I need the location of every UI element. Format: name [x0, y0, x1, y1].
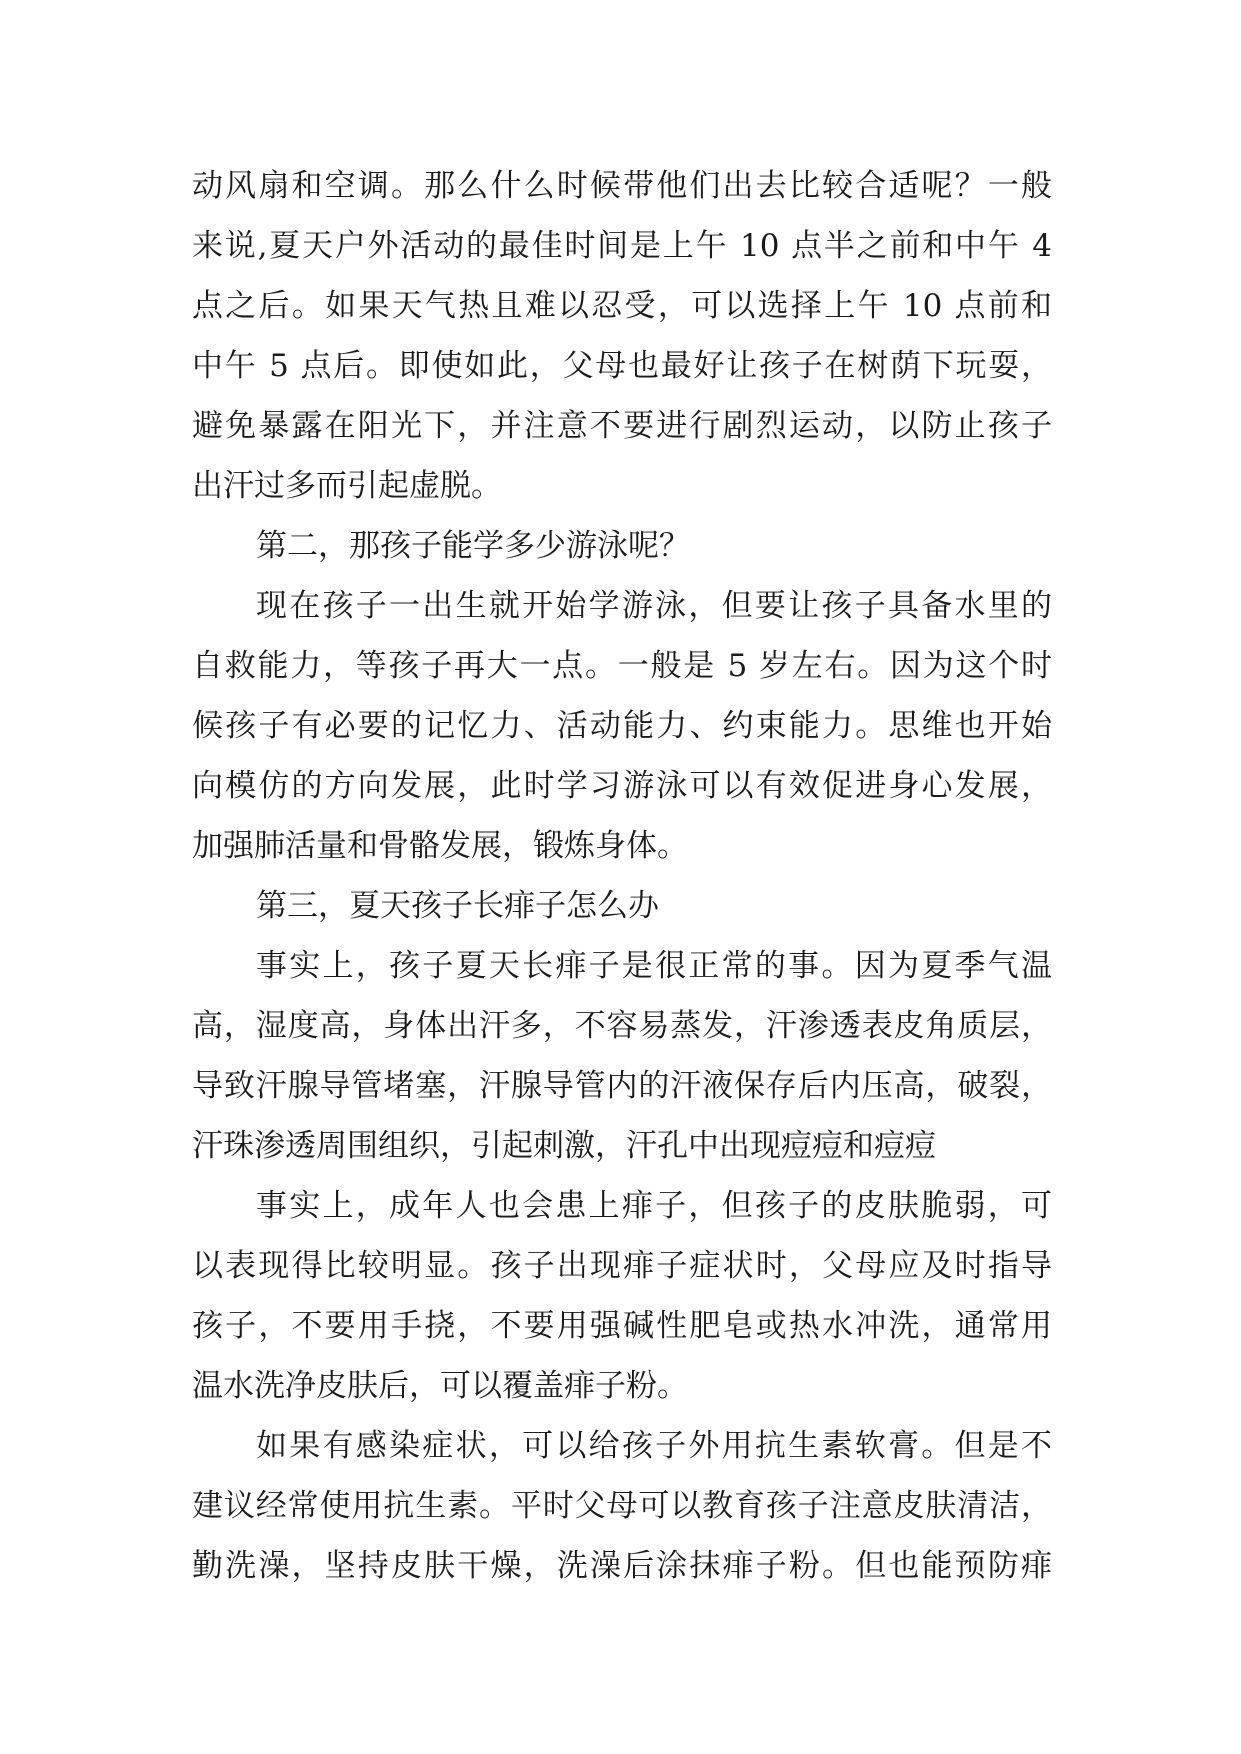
text-line: 出汗过多而引起虚脱。 [192, 468, 502, 504]
text-line: 动风扇和空调。那么什么时候带他们出去比较合适呢？一般 [192, 168, 1052, 204]
text-line: 加强肺活量和骨骼发展，锻炼身体。 [192, 828, 688, 864]
text-line: 事实上，孩子夏天长痱子是很正常的事。因为夏季气温 [256, 948, 1052, 984]
text-line: 温水洗净皮肤后，可以覆盖痱子粉。 [192, 1368, 688, 1404]
text-line: 自救能力，等孩子再大一点。一般是 5 岁左右。因为这个时 [192, 648, 1052, 684]
text-line: 以表现得比较明显。孩子出现痱子症状时，父母应及时指导 [192, 1248, 1052, 1284]
section-heading: 第三，夏天孩子长痱子怎么办 [256, 888, 659, 924]
text-line: 导致汗腺导管堵塞，汗腺导管内的汗液保存后内压高，破裂， [192, 1068, 1052, 1104]
text-line: 中午 5 点后。即使如此，父母也最好让孩子在树荫下玩耍， [192, 348, 1052, 384]
text-line: 向模仿的方向发展，此时学习游泳可以有效促进身心发展， [192, 768, 1052, 804]
section-heading: 第二，那孩子能学多少游泳呢？ [256, 528, 690, 564]
text-line: 建议经常使用抗生素。平时父母可以教育孩子注意皮肤清洁， [192, 1488, 1052, 1524]
text-line: 现在孩子一出生就开始学游泳，但要让孩子具备水里的 [256, 588, 1052, 624]
text-line: 孩子，不要用手挠，不要用强碱性肥皂或热水冲洗，通常用 [192, 1308, 1052, 1344]
document-body [192, 156, 1052, 1596]
text-line: 勤洗澡，坚持皮肤干燥，洗澡后涂抹痱子粉。但也能预防痱 [192, 1548, 1052, 1584]
text-line: 高，湿度高，身体出汗多，不容易蒸发，汗渗透表皮角质层， [192, 1008, 1052, 1044]
text-line: 点之后。如果天气热且难以忍受，可以选择上午 10 点前和 [192, 288, 1052, 324]
text-line: 来说,夏天户外活动的最佳时间是上午 10 点半之前和中午 4 [192, 228, 1052, 264]
text-line: 避免暴露在阳光下，并注意不要进行剧烈运动，以防止孩子 [192, 408, 1052, 444]
text-line: 事实上，成年人也会患上痱子，但孩子的皮肤脆弱，可 [256, 1188, 1052, 1224]
text-line: 候孩子有必要的记忆力、活动能力、约束能力。思维也开始 [192, 708, 1052, 744]
text-line: 汗珠渗透周围组织，引起刺激，汗孔中出现痘痘和痘痘 [192, 1128, 936, 1164]
text-line: 如果有感染症状，可以给孩子外用抗生素软膏。但是不 [256, 1428, 1052, 1464]
